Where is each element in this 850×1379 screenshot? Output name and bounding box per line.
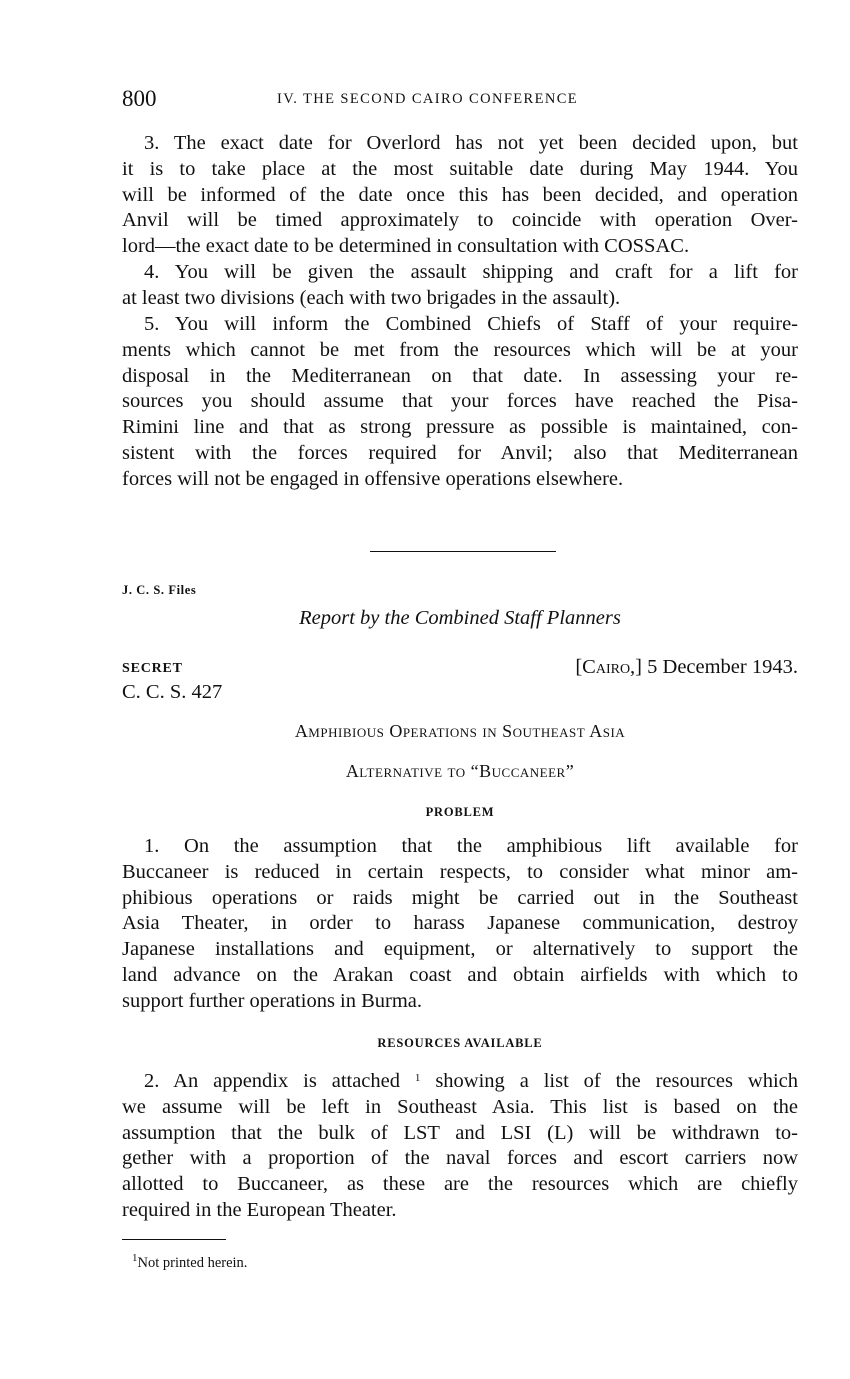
page-number: 800 [122,86,157,111]
dateline [575,656,798,679]
paragraph-5 [122,312,798,493]
text-line: gether with a proportion of the naval forces and escort carriers now [122,1147,798,1170]
section-heading-resources: RESOURCES AVAILABLE [377,1036,543,1050]
text-line: sistent with the forces required for Anvil; also that Mediterranean [122,441,798,464]
text-segment: showing a list of the resources which [435,1070,799,1092]
running-header [122,86,798,116]
main-heading: Amphibious Operations in Southeast Asia [294,721,626,741]
text-line: Anvil will be timed approximately to coincide with operation Over- [122,209,798,232]
section-heading-problem: PROBLEM [425,805,495,819]
text-line: 4. You will be given the assault shipping and craft for a lift for [144,261,798,283]
footnote-mark: 1 [132,1252,138,1264]
place: [Cairo,] [575,656,643,678]
text-line: forces will not be engaged in offensive operations elsewhere. [122,467,624,490]
text-segment: 2. An appendix is attached [144,1070,401,1092]
running-title: IV. THE SECOND CAIRO CONFERENCE [277,91,579,107]
text-line: land advance on the Arakan coast and obtain airfields with which to [122,963,798,986]
text-line: Rimini line and that as strong pressure as possible is maintained, con- [122,416,798,439]
text-line: sources you should assume that your forces have reached the Pisa- [122,390,798,413]
section-divider [370,551,556,552]
text-line: Japanese installations and equipment, or alternatively to support the [122,938,798,961]
text-line: at least two divisions (each with two brigades in the assault). [122,286,621,309]
text-line: 5. You will inform the Combined Chiefs of Staff of your require- [144,313,798,335]
text-line: Buccaneer is reduced in certain respects, to consider what minor am- [122,860,798,883]
text-line: we assume will be left in Southeast Asia. This list is based on the [122,1095,798,1118]
text-line: required in the European Theater. [122,1198,397,1221]
document-reference: C. C. S. 427 [122,681,223,703]
text-line: Asia Theater, in order to harass Japanese communication, destroy [122,912,798,935]
text-line: phibious operations or raids might be carried out in the Southeast [122,886,798,909]
sub-heading: Alternative to “Buccaneer” [345,761,575,781]
text-line: 1. On the assumption that the amphibious lift available for [144,835,798,857]
document-title: Report by the Combined Staff Planners [299,607,621,629]
date: 5 December 1943. [647,656,798,678]
text-line: assumption that the bulk of LST and LSI (L) will be withdrawn to- [122,1121,798,1144]
resources-paragraph [122,1069,798,1224]
text-line [122,1069,798,1095]
text-line: it is to take place at the most suitable date during May 1944. You [122,157,798,180]
footnote-reference: 1 [414,1072,421,1084]
text-line: support further operations in Burma. [122,989,423,1012]
text-line: disposal in the Mediterranean on that date. In assessing your re- [122,364,798,387]
paragraph-4 [122,260,798,312]
classification-label: SECRET [122,661,183,676]
text-line: allotted to Buccaneer, as these are the resources which are chiefly [122,1173,798,1196]
text-line: lord—the exact date to be determined in consultation with COSSAC. [122,235,690,258]
footnote-text: Not printed herein. [137,1255,248,1271]
source-label: J. C. S. Files [122,583,197,597]
paragraph-3 [122,131,798,260]
footnote-rule [122,1239,226,1240]
text-line: ments which cannot be met from the resources which will be at your [122,338,798,361]
text-line: will be informed of the date once this has been decided, and operation [122,183,798,206]
text-line: 3. The exact date for Overlord has not yet been decided upon, but [144,132,798,154]
footnote [132,1252,248,1272]
problem-paragraph [122,834,798,1015]
